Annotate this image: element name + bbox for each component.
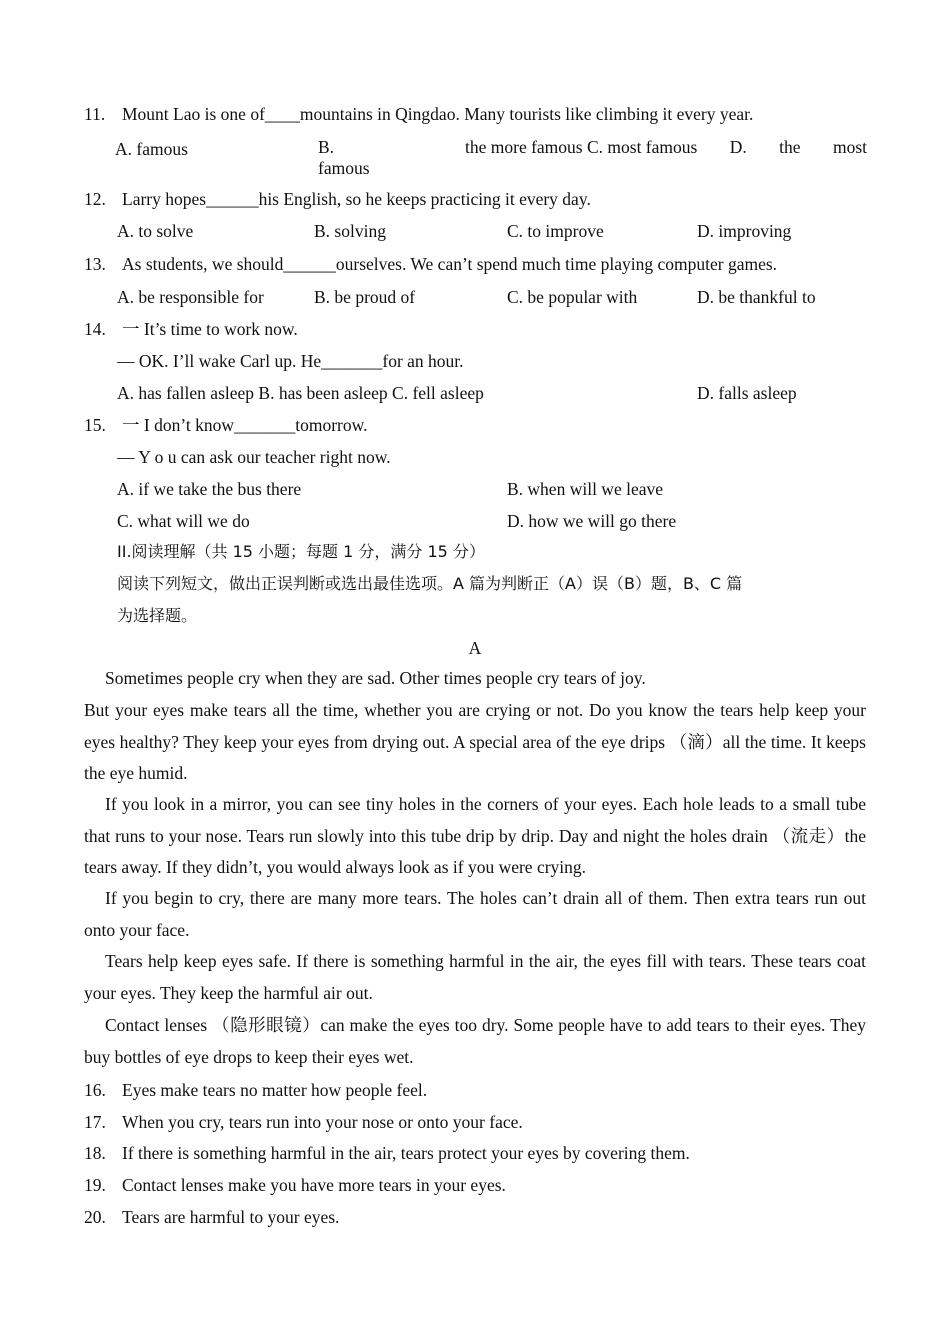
- option-d-label: D.: [729, 137, 747, 157]
- option-c: the more famous C. most famous: [465, 137, 698, 157]
- option-d: D. how we will go there: [507, 511, 677, 531]
- option-b: B. solving: [314, 221, 386, 241]
- option-abc: A. has fallen asleep B. has been asleep C. fell asleep: [117, 383, 484, 403]
- passage-paragraph-1: Sometimes people cry when they are sad. Other times people cry tears of joy.: [105, 668, 646, 688]
- question-text: As students, we should______ourselves. We can’t spend much time playing computer games.: [122, 254, 778, 274]
- option-a: A. famous: [115, 139, 188, 159]
- statement-number: 16.: [84, 1080, 106, 1100]
- statement-number: 17.: [84, 1112, 106, 1132]
- question-text: 一 I don’t know_______tomorrow.: [122, 415, 368, 435]
- option-d: D. falls asleep: [697, 383, 797, 403]
- question-text: Larry hopes______his English, so he keeps practicing it every day.: [122, 189, 591, 209]
- option-a: A. to solve: [117, 221, 194, 241]
- option-d: D. improving: [697, 221, 792, 241]
- question-number: 15.: [84, 415, 106, 435]
- passage-paragraph-2: But your eyes make tears all the time, whether you are crying or not. Do you know the tears help keep your eyes healthy? They keep your eyes from drying out. A special area of the eye drips （滴）all the time. It keeps the eye humid.: [84, 700, 866, 784]
- statement-text: Contact lenses make you have more tears in your eyes.: [122, 1175, 506, 1195]
- option-c: C. to improve: [507, 221, 604, 241]
- question-number: 14.: [84, 319, 106, 339]
- passage-paragraph-5: Tears help keep eyes safe. If there is something harmful in the air, the eyes fill with tears. These tears coat your eyes. They keep the harmful air out.: [84, 951, 866, 1003]
- statement-number: 18.: [84, 1143, 106, 1163]
- question-number: 12.: [84, 189, 106, 209]
- option-d-word-2: most: [832, 137, 867, 157]
- question-number: 13.: [84, 254, 106, 274]
- passage-paragraph-3: If you look in a mirror, you can see tiny holes in the corners of your eyes. Each hole leads to a small tube that runs to your nose. Tears run slowly into this tube drip by drip. Day and night the holes drain （流走）the tears away. If they didn’t, you would always look as if you were crying.: [84, 794, 866, 878]
- section-instruction-cont: 为选择题。: [117, 606, 198, 625]
- passage-label: A: [468, 638, 482, 658]
- dialogue-reply: — OK. I’ll wake Carl up. He_______for an hour.: [117, 351, 464, 371]
- option-b: B. when will we leave: [507, 479, 663, 499]
- passage-paragraph-4: If you begin to cry, there are many more tears. The holes can’t drain all of them. Then extra tears run out onto your face.: [84, 888, 866, 940]
- question-number: 11.: [84, 104, 106, 124]
- question-text: 一 It’s time to work now.: [122, 319, 298, 339]
- statement-text: Eyes make tears no matter how people feel.: [122, 1080, 428, 1100]
- option-b-word: famous: [318, 158, 370, 178]
- statement-text: Tears are harmful to your eyes.: [122, 1207, 340, 1227]
- statement-number: 20.: [84, 1207, 106, 1227]
- question-text: Mount Lao is one of____mountains in Qingdao. Many tourists like climbing it every year.: [122, 104, 754, 124]
- passage-paragraph-6: Contact lenses （隐形眼镜）can make the eyes too dry. Some people have to add tears to their eyes. They buy bottles of eye drops to keep their eyes wet.: [84, 1015, 866, 1067]
- option-c: C. be popular with: [507, 287, 638, 307]
- option-c: C. what will we do: [117, 511, 250, 531]
- section-instruction: 阅读下列短文，做出正误判断或选出最佳选项。A 篇为判断正（A）误（B）题，B、C 篇: [117, 574, 743, 593]
- option-a: A. be responsible for: [117, 287, 264, 307]
- option-row-cd: [465, 136, 867, 158]
- statement-text: When you cry, tears run into your nose or onto your face.: [122, 1112, 523, 1132]
- option-d: D. be thankful to: [697, 287, 816, 307]
- option-b: B. be proud of: [314, 287, 416, 307]
- statement-text: If there is something harmful in the air, tears protect your eyes by covering them.: [122, 1143, 690, 1163]
- dialogue-reply: — Y o u can ask our teacher right now.: [117, 447, 391, 467]
- option-b-label: B.: [318, 137, 335, 157]
- option-d-word-1: the: [779, 137, 801, 157]
- statement-number: 19.: [84, 1175, 106, 1195]
- option-a: A. if we take the bus there: [117, 479, 302, 499]
- section-title: II.阅读理解（共 15 小题；每题 1 分，满分 15 分）: [117, 542, 485, 561]
